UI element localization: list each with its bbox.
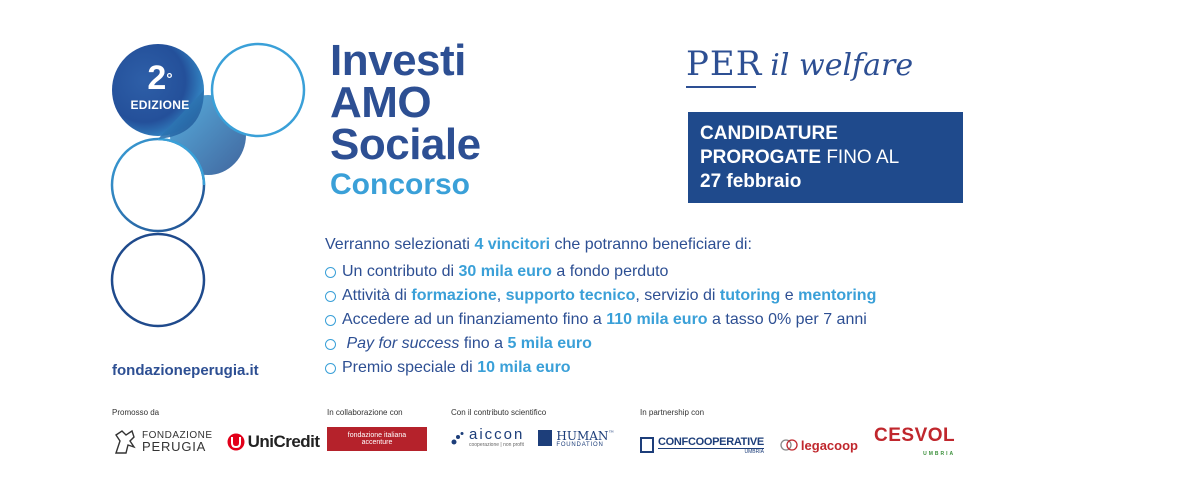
human-foundation-logo: HUMAN™ FOUNDATION: [538, 428, 614, 448]
benefit-item: Pay for success fino a 5 mila euro: [325, 332, 876, 356]
bullet-circle-icon: [325, 339, 336, 350]
unicredit-logo: UniCredit: [227, 432, 320, 452]
collaboration-group: [327, 408, 427, 451]
scientific-label: Con il contributo scientifico: [451, 408, 547, 417]
deadline-line-1: CANDIDATURE: [700, 123, 838, 144]
griffin-icon: [112, 427, 138, 457]
benefit-item: Premio speciale di 10 mila euro: [325, 356, 876, 380]
deadline-line-2: PROROGATE FINO AL: [700, 147, 900, 168]
benefit-item: Attività di formazione , supporto tecnico , servizio di tutoring e mentoring: [325, 284, 876, 308]
benefit-item: Accedere ad un finanziamento fino a 110 mila euro a tasso 0% per 7 anni: [325, 308, 876, 332]
title-line-2: AMO: [330, 78, 432, 127]
deadline-line-3: 27 febbraio: [700, 171, 802, 192]
title-line-3: Sociale: [330, 120, 481, 169]
human-square-icon: [538, 430, 552, 446]
collaboration-label: In collaborazione con: [327, 408, 403, 417]
title-subtitle: Concorso: [330, 168, 471, 201]
cesvol-logo: CESVOL UMBRIA: [874, 425, 956, 457]
benefits-intro: Verranno selezionati 4 vincitori che potranno beneficiare di:: [325, 236, 752, 253]
confcooperative-square-icon: [640, 437, 654, 453]
edition-label: EDIZIONE: [130, 98, 190, 112]
aiccon-dots-icon: [451, 431, 465, 445]
partnership-label: In partnership con: [640, 408, 705, 417]
legacoop-logo: legacoop: [780, 437, 858, 453]
benefits-list: [325, 234, 876, 380]
website-link[interactable]: fondazioneperugia.it: [112, 362, 259, 379]
bullet-circle-icon: [325, 363, 336, 374]
partnership-group: [640, 408, 955, 463]
per-il-welfare-logo: [686, 44, 913, 84]
edition-badge: [112, 60, 208, 112]
bullet-circle-icon: [325, 291, 336, 302]
edition-number: 2°: [147, 59, 173, 97]
aiccon-logo: aiccon cooperazione | non profit: [451, 427, 524, 448]
confcooperative-logo: CONFCOOPERATIVE UMBRIA: [640, 436, 764, 455]
fondazione-italiana-accenture-logo: fondazione italiana accenture: [327, 427, 427, 451]
bullet-circle-icon: [325, 267, 336, 278]
title-line-1: Investi: [330, 36, 466, 85]
brand-main: PER: [686, 44, 763, 84]
partners-footer: [0, 408, 1200, 480]
unicredit-mark-icon: [227, 433, 245, 451]
benefit-item: Un contributo di 30 mila euro a fondo perduto: [325, 260, 876, 284]
promoted-by-label: Promosso da: [112, 408, 160, 417]
campaign-title: [330, 36, 481, 204]
scientific-group: [451, 408, 614, 448]
brand-underline: [686, 86, 756, 88]
brand-italic: il welfare: [770, 48, 914, 83]
legacoop-rings-icon: [780, 437, 798, 453]
bullet-circle-icon: [325, 315, 336, 326]
fondazione-perugia-logo: FONDAZIONE PERUGIA: [112, 427, 213, 457]
deadline-box: [688, 112, 963, 203]
promoted-by-group: [112, 408, 320, 457]
